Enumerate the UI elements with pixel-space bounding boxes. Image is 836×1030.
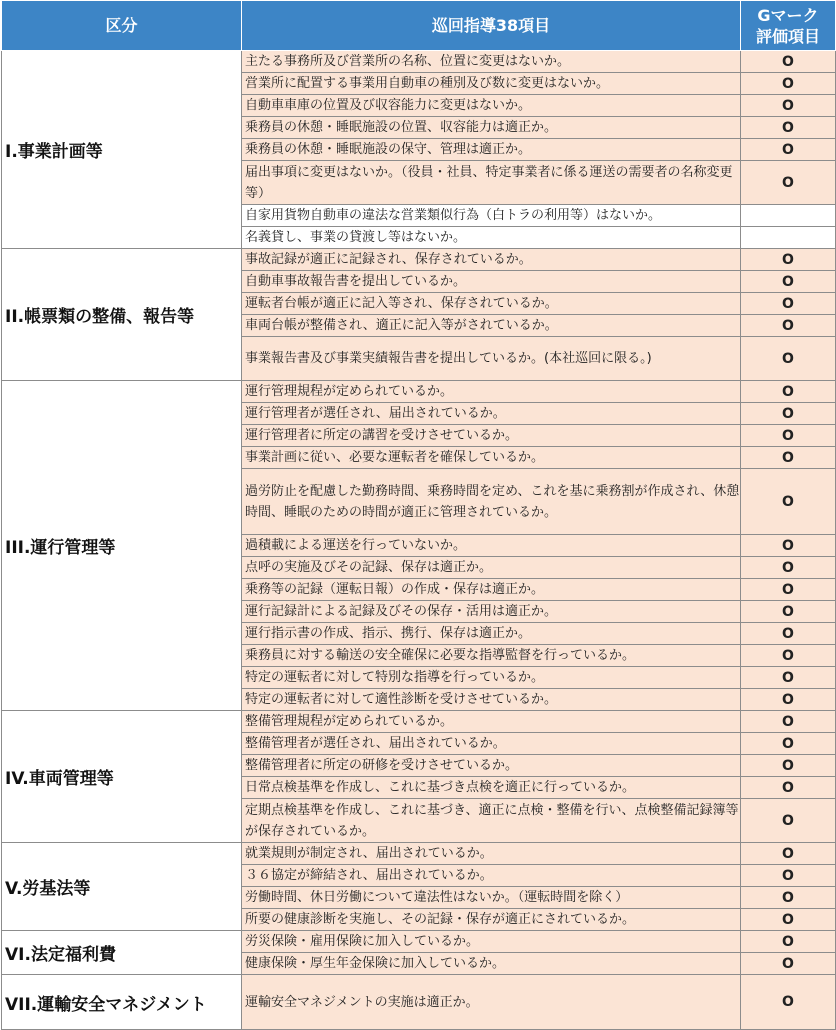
gmark-indicator: O — [741, 117, 836, 139]
item-text: 整備管理者に所定の研修を受けさせているか。 — [242, 755, 741, 777]
gmark-indicator: O — [741, 315, 836, 337]
header-gmark — [741, 1, 836, 51]
table-row — [2, 843, 836, 865]
gmark-indicator: O — [741, 689, 836, 711]
item-text: 自家用貨物自動車の違法な営業類似行為（白トラの利用等）はないか。 — [242, 205, 741, 227]
item-text: 運行管理者に所定の講習を受けさせているか。 — [242, 425, 741, 447]
header-category: 区分 — [2, 1, 242, 51]
gmark-indicator: O — [741, 73, 836, 95]
gmark-indicator: O — [741, 777, 836, 799]
gmark-indicator: O — [741, 381, 836, 403]
header-items: 巡回指導38項目 — [242, 1, 741, 51]
header-gmark-line2: 評価項目 — [755, 26, 820, 46]
item-text: 健康保険・厚生年金保険に加入しているか。 — [242, 953, 741, 975]
item-text: 労災保険・雇用保険に加入しているか。 — [242, 931, 741, 953]
item-text: ３６協定が締結され、届出されているか。 — [242, 865, 741, 887]
gmark-indicator: O — [741, 95, 836, 117]
item-text: 車両台帳が整備され、適正に記入等がされているか。 — [242, 315, 741, 337]
item-text: 過労防止を配慮した勤務時間、乗務時間を定め、これを基に乗務割が作成され、休憩時間、睡眠のための時間が適正に管理されているか。 — [242, 469, 741, 535]
item-text: 乗務員の休憩・睡眠施設の位置、収容能力は適正か。 — [242, 117, 741, 139]
item-text: 自動車車庫の位置及び収容能力に変更はないか。 — [242, 95, 741, 117]
inspection-items-table — [1, 0, 836, 1030]
item-text: 主たる事務所及び営業所の名称、位置に変更はないか。 — [242, 51, 741, 73]
gmark-indicator: O — [741, 403, 836, 425]
item-text: 運行管理者が選任され、届出されているか。 — [242, 403, 741, 425]
gmark-indicator: O — [741, 887, 836, 909]
gmark-indicator: O — [741, 51, 836, 73]
table-row — [2, 931, 836, 953]
table-row — [2, 975, 836, 1030]
category-label: VII.運輸安全マネジメント — [2, 975, 242, 1030]
gmark-indicator: O — [741, 865, 836, 887]
item-text: 日常点検基準を作成し、これに基づき点検を適正に行っているか。 — [242, 777, 741, 799]
gmark-indicator: O — [741, 953, 836, 975]
item-text: 自動車事故報告書を提出しているか。 — [242, 271, 741, 293]
gmark-indicator: O — [741, 931, 836, 953]
item-text: 事故記録が適正に記録され、保存されているか。 — [242, 249, 741, 271]
gmark-indicator: O — [741, 909, 836, 931]
item-text: 事業報告書及び事業実績報告書を提出しているか。(本社巡回に限る。) — [242, 337, 741, 381]
item-text: 特定の運転者に対して特別な指導を行っているか。 — [242, 667, 741, 689]
gmark-indicator: O — [741, 667, 836, 689]
category-label: III.運行管理等 — [2, 381, 242, 711]
item-text: 運輸安全マネジメントの実施は適正か。 — [242, 975, 741, 1030]
gmark-indicator: O — [741, 711, 836, 733]
item-text: 就業規則が制定され、届出されているか。 — [242, 843, 741, 865]
item-text: 運行管理規程が定められているか。 — [242, 381, 741, 403]
item-text: 運転者台帳が適正に記入等され、保存されているか。 — [242, 293, 741, 315]
item-text: 労働時間、休日労働について違法性はないか。（運転時間を除く） — [242, 887, 741, 909]
item-text: 過積載による運送を行っていないか。 — [242, 535, 741, 557]
gmark-indicator: O — [741, 161, 836, 205]
table-body — [2, 51, 836, 1030]
gmark-indicator: O — [741, 535, 836, 557]
item-text: 所要の健康診断を実施し、その記録・保存が適正にされているか。 — [242, 909, 741, 931]
category-label: IV.車両管理等 — [2, 711, 242, 843]
item-text: 事業計画に従い、必要な運転者を確保しているか。 — [242, 447, 741, 469]
item-text: 届出事項に変更はないか。（役員・社員、特定事業者に係る運送の需要者の名称変更等） — [242, 161, 741, 205]
item-text: 特定の運転者に対して適性診断を受けさせているか。 — [242, 689, 741, 711]
item-text: 整備管理者が選任され、届出されているか。 — [242, 733, 741, 755]
gmark-indicator: O — [741, 293, 836, 315]
gmark-indicator: O — [741, 623, 836, 645]
item-text: 乗務員の休憩・睡眠施設の保守、管理は適正か。 — [242, 139, 741, 161]
item-text: 名義貸し、事業の貸渡し等はないか。 — [242, 227, 741, 249]
item-text: 運行指示書の作成、指示、携行、保存は適正か。 — [242, 623, 741, 645]
gmark-indicator: O — [741, 469, 836, 535]
gmark-indicator: O — [741, 425, 836, 447]
gmark-indicator — [741, 205, 836, 227]
table-header-row — [2, 1, 836, 51]
item-text: 整備管理規程が定められているか。 — [242, 711, 741, 733]
gmark-indicator: O — [741, 733, 836, 755]
gmark-indicator: O — [741, 579, 836, 601]
gmark-indicator — [741, 227, 836, 249]
gmark-indicator: O — [741, 557, 836, 579]
item-text: 点呼の実施及びその記録、保存は適正か。 — [242, 557, 741, 579]
table-row — [2, 51, 836, 73]
gmark-indicator: O — [741, 799, 836, 843]
table-row — [2, 381, 836, 403]
gmark-indicator: O — [741, 843, 836, 865]
item-text: 乗務等の記録（運転日報）の作成・保存は適正か。 — [242, 579, 741, 601]
gmark-indicator: O — [741, 139, 836, 161]
category-label: II.帳票類の整備、報告等 — [2, 249, 242, 381]
item-text: 乗務員に対する輸送の安全確保に必要な指導監督を行っているか。 — [242, 645, 741, 667]
gmark-indicator: O — [741, 975, 836, 1030]
table-row — [2, 249, 836, 271]
table-row — [2, 711, 836, 733]
category-label: I.事業計画等 — [2, 51, 242, 249]
gmark-indicator: O — [741, 645, 836, 667]
category-label: VI.法定福利費 — [2, 931, 242, 975]
gmark-indicator: O — [741, 271, 836, 293]
category-label: V.労基法等 — [2, 843, 242, 931]
item-text: 定期点検基準を作成し、これに基づき、適正に点検・整備を行い、点検整備記録簿等が保存されているか。 — [242, 799, 741, 843]
header-gmark-line1: Gマーク — [757, 5, 819, 25]
gmark-indicator: O — [741, 249, 836, 271]
gmark-indicator: O — [741, 447, 836, 469]
gmark-indicator: O — [741, 601, 836, 623]
gmark-indicator: O — [741, 755, 836, 777]
item-text: 運行記録計による記録及びその保存・活用は適正か。 — [242, 601, 741, 623]
item-text: 営業所に配置する事業用自動車の種別及び数に変更はないか。 — [242, 73, 741, 95]
gmark-indicator: O — [741, 337, 836, 381]
